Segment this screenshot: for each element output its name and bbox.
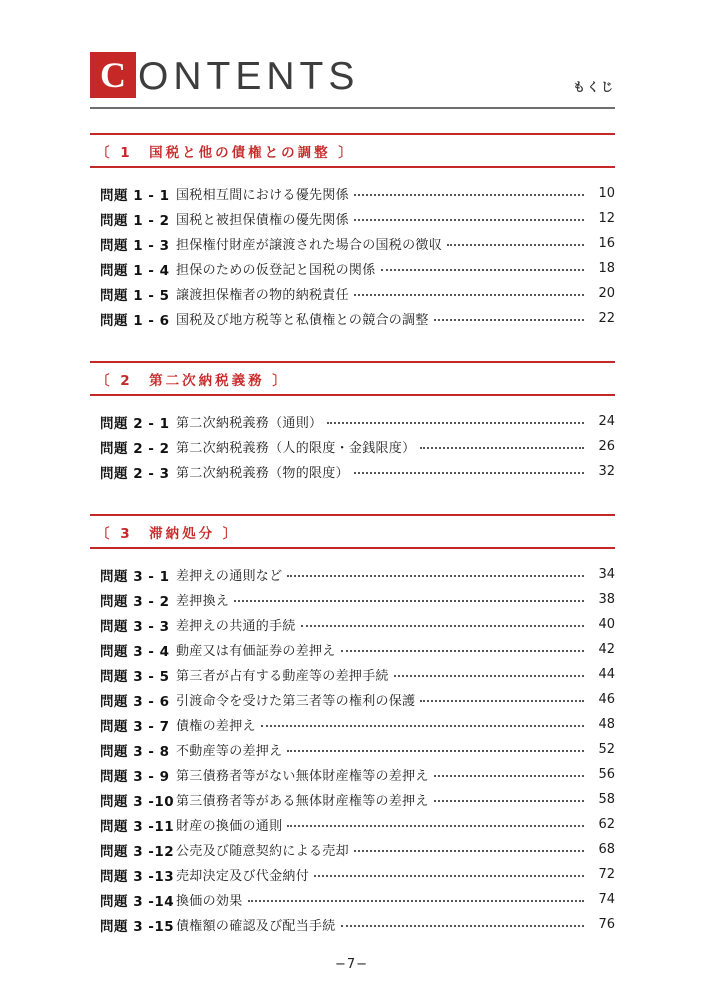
dot-leader xyxy=(314,875,584,877)
toc-entry-label: 問題 3 -13 xyxy=(100,868,175,885)
dot-leader xyxy=(434,319,584,321)
toc-entry-title: 債権の差押え xyxy=(176,719,256,734)
toc-entry xyxy=(90,762,615,787)
toc-entry-page-number: 56 xyxy=(598,767,615,782)
toc-entry-label: 問題 1 - 6 xyxy=(100,312,170,329)
toc-entry-page-number: 58 xyxy=(598,792,615,807)
toc-entry-label: 問題 1 - 3 xyxy=(100,237,170,254)
toc-entry-label: 問題 3 - 2 xyxy=(100,593,170,610)
toc-entry xyxy=(90,562,615,587)
dot-leader xyxy=(287,825,584,827)
toc-entry-page-number: 16 xyxy=(598,236,615,251)
toc-entry-page-number: 20 xyxy=(598,286,615,301)
toc-entry-label: 問題 3 - 7 xyxy=(100,718,170,735)
dot-leader xyxy=(381,269,584,271)
toc-entry xyxy=(90,306,615,331)
toc-entry xyxy=(90,912,615,937)
toc-entry xyxy=(90,256,615,281)
toc-entry-page-number: 22 xyxy=(598,311,615,326)
toc-entry xyxy=(90,637,615,662)
toc-entry-label: 問題 3 - 3 xyxy=(100,618,170,635)
header-rule xyxy=(90,107,615,109)
toc-entry-label: 問題 3 -12 xyxy=(100,843,175,860)
toc-entry-label: 問題 2 - 3 xyxy=(100,465,170,482)
dot-leader xyxy=(248,900,584,902)
toc-entry-title: 第三債務者等がある無体財産権等の差押え xyxy=(176,794,429,809)
toc-entry-title: 国税及び地方税等と私債権との競合の調整 xyxy=(176,313,429,328)
dot-leader xyxy=(341,650,584,652)
toc-entry-label: 問題 3 - 1 xyxy=(100,568,170,585)
toc-entry-page-number: 26 xyxy=(598,439,615,454)
toc-entry-page-number: 44 xyxy=(598,667,615,682)
toc-entry-page-number: 72 xyxy=(598,867,615,882)
toc-entry-label: 問題 1 - 5 xyxy=(100,287,170,304)
dot-leader xyxy=(301,625,584,627)
toc-entry-label: 問題 2 - 1 xyxy=(100,415,170,432)
toc-entry xyxy=(90,409,615,434)
toc-entry-page-number: 38 xyxy=(598,592,615,607)
toc-entry-page-number: 24 xyxy=(598,414,615,429)
toc-entry-title: 第三者が占有する動産等の差押手続 xyxy=(176,669,389,684)
toc-section-3 xyxy=(90,514,615,937)
toc-entry xyxy=(90,887,615,912)
contents-initial-badge: C xyxy=(90,52,136,98)
dot-leader xyxy=(434,775,584,777)
toc-entry-label: 問題 1 - 1 xyxy=(100,187,170,204)
section-heading: 〔 3 滞納処分 〕 xyxy=(90,514,615,549)
toc-entry-label: 問題 3 - 5 xyxy=(100,668,170,685)
dot-leader xyxy=(354,194,584,196)
dot-leader xyxy=(420,700,584,702)
dot-leader xyxy=(420,447,584,449)
toc-entry xyxy=(90,459,615,484)
toc-entry-title: 売却決定及び代金納付 xyxy=(176,869,310,884)
toc-entry-title: 担保のための仮登記と国税の関係 xyxy=(176,263,376,278)
toc-section-2 xyxy=(90,361,615,484)
toc-entry-page-number: 10 xyxy=(598,186,615,201)
toc-entry xyxy=(90,812,615,837)
toc-entry-label: 問題 3 - 8 xyxy=(100,743,170,760)
dot-leader xyxy=(354,850,584,852)
toc-entry xyxy=(90,612,615,637)
contents-header xyxy=(90,52,615,98)
toc-entry-label: 問題 1 - 4 xyxy=(100,262,170,279)
toc-entry-label: 問題 3 - 4 xyxy=(100,643,170,660)
toc-entry-label: 問題 3 - 6 xyxy=(100,693,170,710)
toc-entry-title: 差押えの共通的手続 xyxy=(176,619,296,634)
dot-leader xyxy=(234,600,584,602)
toc-entry-title: 第二次納税義務（通則） xyxy=(176,416,323,431)
toc-entry xyxy=(90,712,615,737)
toc-entry-page-number: 46 xyxy=(598,692,615,707)
toc-entry xyxy=(90,737,615,762)
toc-entry-label: 問題 3 -15 xyxy=(100,918,175,935)
dot-leader xyxy=(354,472,584,474)
toc-entry-page-number: 52 xyxy=(598,742,615,757)
toc-entry-title: 動産又は有価証券の差押え xyxy=(176,644,336,659)
dot-leader xyxy=(354,294,584,296)
dot-leader xyxy=(287,750,584,752)
toc-entry xyxy=(90,837,615,862)
contents-subtitle-japanese: もくじ xyxy=(572,80,615,94)
toc-entry-label: 問題 3 -10 xyxy=(100,793,175,810)
toc-entry-title: 差押換え xyxy=(176,594,230,609)
toc-entry-title: 差押えの通則など xyxy=(176,569,283,584)
toc-entry-label: 問題 2 - 2 xyxy=(100,440,170,457)
section-heading: 〔 1 国税と他の債権との調整 〕 xyxy=(90,133,615,168)
toc-entry xyxy=(90,862,615,887)
dot-leader xyxy=(394,675,584,677)
dot-leader xyxy=(261,725,584,727)
dot-leader xyxy=(287,575,584,577)
toc-entry-title: 換価の効果 xyxy=(176,894,243,909)
toc-entry-title: 公売及び随意契約による売却 xyxy=(176,844,349,859)
dot-leader xyxy=(434,800,584,802)
dot-leader xyxy=(341,925,584,927)
toc-entry xyxy=(90,662,615,687)
toc-entry-page-number: 40 xyxy=(598,617,615,632)
toc-entry xyxy=(90,181,615,206)
dot-leader xyxy=(354,219,584,221)
toc-entry-title: 債権額の確認及び配当手続 xyxy=(176,919,336,934)
toc-entry-page-number: 48 xyxy=(598,717,615,732)
dot-leader xyxy=(447,244,584,246)
toc-entry-page-number: 12 xyxy=(598,211,615,226)
dot-leader xyxy=(327,422,584,424)
page-number: −7− xyxy=(334,957,369,972)
toc-entry xyxy=(90,787,615,812)
toc-entry-page-number: 34 xyxy=(598,567,615,582)
toc-entry xyxy=(90,231,615,256)
toc-entry xyxy=(90,434,615,459)
toc-entry-page-number: 76 xyxy=(598,917,615,932)
toc-section-1 xyxy=(90,133,615,331)
contents-title: ONTENTS xyxy=(138,55,360,98)
toc-entry-page-number: 62 xyxy=(598,817,615,832)
toc-sections xyxy=(90,133,615,937)
toc-entry-title: 不動産等の差押え xyxy=(176,744,283,759)
toc-entry-page-number: 18 xyxy=(598,261,615,276)
toc-entry-page-number: 42 xyxy=(598,642,615,657)
toc-entry xyxy=(90,687,615,712)
toc-entry-page-number: 74 xyxy=(598,892,615,907)
toc-entry-title: 第二次納税義務（物的限度） xyxy=(176,466,349,481)
toc-entry-title: 第三債務者等がない無体財産権等の差押え xyxy=(176,769,429,784)
toc-entry-label: 問題 3 -11 xyxy=(100,818,175,835)
toc-entry-title: 国税と被担保債権の優先関係 xyxy=(176,213,349,228)
toc-entry-title: 国税相互間における優先関係 xyxy=(176,188,349,203)
toc-entry-label: 問題 3 -14 xyxy=(100,893,175,910)
toc-entry xyxy=(90,206,615,231)
toc-entry-label: 問題 3 - 9 xyxy=(100,768,170,785)
toc-entry xyxy=(90,281,615,306)
toc-entry-title: 財産の換価の通則 xyxy=(176,819,283,834)
toc-entry-page-number: 32 xyxy=(598,464,615,479)
toc-entry-title: 引渡命令を受けた第三者等の権利の保護 xyxy=(176,694,416,709)
section-heading: 〔 2 第二次納税義務 〕 xyxy=(90,361,615,396)
toc-entry xyxy=(90,587,615,612)
toc-entry-title: 第二次納税義務（人的限度・金銭限度） xyxy=(176,441,416,456)
toc-entry-title: 譲渡担保権者の物的納税責任 xyxy=(176,288,349,303)
toc-entry-title: 担保権付財産が譲渡された場合の国税の徴収 xyxy=(176,238,443,253)
toc-entry-label: 問題 1 - 2 xyxy=(100,212,170,229)
toc-entry-page-number: 68 xyxy=(598,842,615,857)
